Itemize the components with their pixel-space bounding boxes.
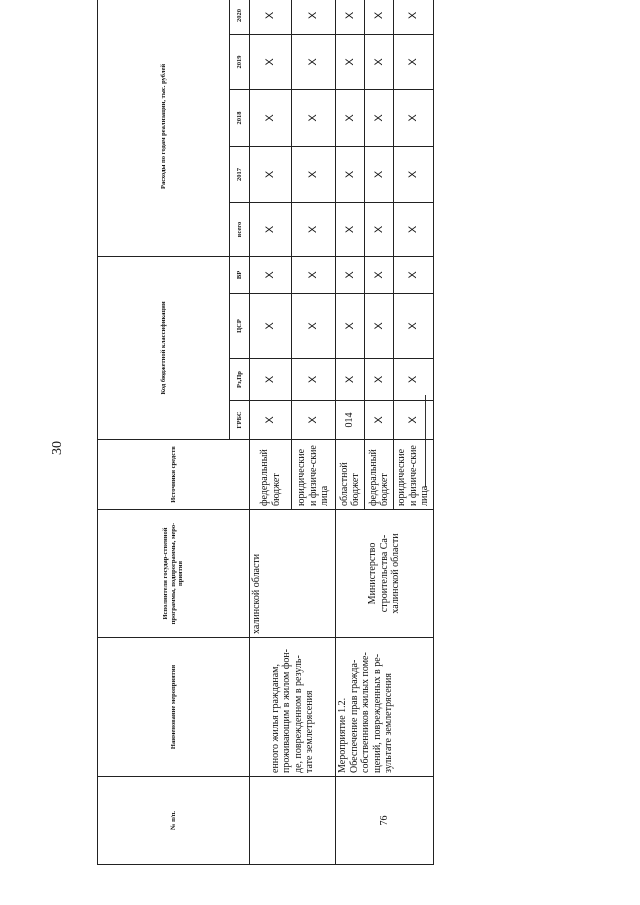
csr-cell: X — [250, 294, 292, 359]
csr-cell: X — [336, 294, 365, 359]
executor: Министерство строительства Са-халинской области — [336, 510, 434, 638]
header-2020: 2020 — [230, 0, 250, 34]
source: юридические и физиче-ские лица — [292, 440, 336, 510]
y2017-cell: X — [292, 146, 336, 202]
total-cell: X — [365, 202, 394, 256]
executor: халинской области — [250, 510, 336, 638]
vr-cell: X — [250, 256, 292, 293]
y2017-cell: X — [336, 146, 365, 202]
total-cell: X — [292, 202, 336, 256]
y2018-cell: X — [250, 89, 292, 146]
y2018-cell: X — [394, 89, 434, 146]
grbs-cell: X — [365, 401, 394, 440]
y2019-cell: X — [365, 34, 394, 89]
header-num: № п/п. — [98, 777, 250, 865]
vr-cell: X — [365, 256, 394, 293]
y2019-cell: X — [250, 34, 292, 89]
y2018-cell: X — [336, 89, 365, 146]
source: областной бюджет — [336, 440, 365, 510]
y2019-cell: X — [394, 34, 434, 89]
rzpr-cell: X — [365, 359, 394, 401]
rotated-table-container — [97, 8, 431, 865]
y2017-cell: X — [365, 146, 394, 202]
rzpr-cell: X — [292, 359, 336, 401]
header-expenses: Расходы по годам реализации, тыс. рублей — [98, 0, 230, 256]
y2020-cell: X — [336, 0, 365, 34]
rzpr-cell: X — [250, 359, 292, 401]
y2020-cell: X — [250, 0, 292, 34]
csr-cell: X — [365, 294, 394, 359]
csr-cell: X — [394, 294, 434, 359]
measure-name: енного жилья гражданам, проживающим в жилом фон-де, поврежденном в резуль-тате землетрясения — [250, 638, 336, 777]
total-cell: X — [250, 202, 292, 256]
vr-cell: X — [336, 256, 365, 293]
source: федеральный бюджет — [250, 440, 292, 510]
y2018-cell: X — [292, 89, 336, 146]
grbs-cell: X — [292, 401, 336, 440]
measure-name: Мероприятие 1.2. Обеспечение прав гражда-собственников жилых поме-щений, поврежденных в ре-зультате землетрясения — [336, 638, 434, 777]
y2019-cell: X — [336, 34, 365, 89]
header-kbk: Код бюджетной классификации — [98, 256, 230, 439]
header-vr: ВР — [230, 256, 250, 293]
page-number: 30 — [50, 441, 65, 455]
grbs-cell: 014 — [336, 401, 365, 440]
grbs-cell: X — [394, 401, 434, 440]
header-2018: 2018 — [230, 89, 250, 146]
header-rzpr: Рз,Пр — [230, 359, 250, 401]
header-name: Наименование мероприятия — [98, 638, 250, 777]
rzpr-cell: X — [336, 359, 365, 401]
header-total: всего — [230, 202, 250, 256]
header-source: Источники средств — [98, 440, 250, 510]
vr-cell: X — [292, 256, 336, 293]
grbs-cell: X — [250, 401, 292, 440]
header-2019: 2019 — [230, 34, 250, 89]
budget-table — [97, 0, 434, 865]
rzpr-cell: X — [394, 359, 434, 401]
vr-cell: X — [394, 256, 434, 293]
y2019-cell: X — [292, 34, 336, 89]
total-cell: X — [336, 202, 365, 256]
row-num: 76 — [336, 777, 434, 865]
source: федеральный бюджет — [365, 440, 394, 510]
table-row — [336, 0, 365, 865]
source: юридические и физиче-ские лица — [394, 440, 434, 510]
table-row — [250, 0, 292, 865]
header-executor: Исполнители государ-ственной программы, подпрограммы, меро-приятия — [98, 510, 250, 638]
y2020-cell: X — [292, 0, 336, 34]
row-num — [250, 777, 336, 865]
y2020-cell: X — [394, 0, 434, 34]
y2017-cell: X — [250, 146, 292, 202]
y2018-cell: X — [365, 89, 394, 146]
header-2017: 2017 — [230, 146, 250, 202]
csr-cell: X — [292, 294, 336, 359]
header-grbs: ГРБС — [230, 401, 250, 440]
total-cell: X — [394, 202, 434, 256]
header-csr: ЦСР — [230, 294, 250, 359]
y2020-cell: X — [365, 0, 394, 34]
y2017-cell: X — [394, 146, 434, 202]
